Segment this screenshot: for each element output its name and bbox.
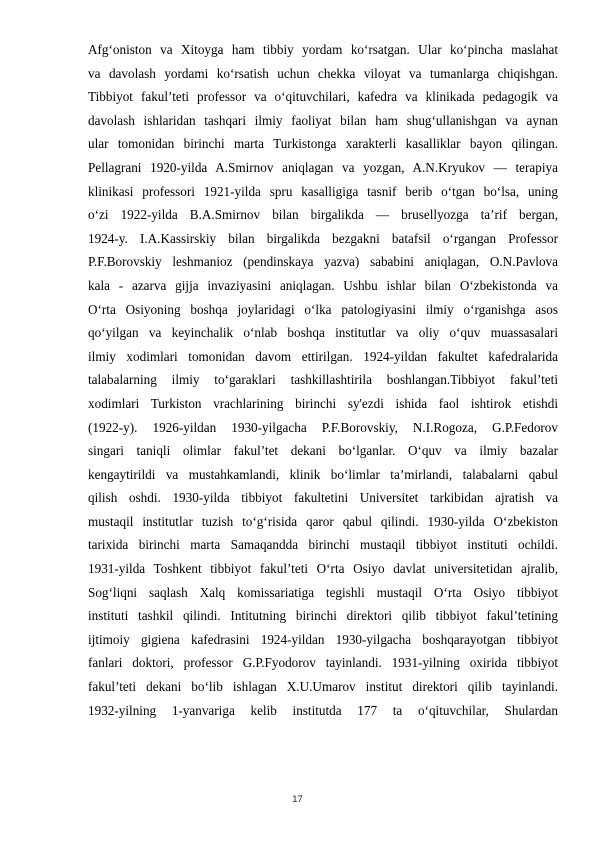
- text-line: fanlari doktori, professor G.P.Fyodorov tayinlandi. 1931-yilning oxirida tibbiyot: [88, 655, 558, 671]
- text-line: mustaqil institutlar tuzish to‘g‘risida qaror qabul qilindi. 1930-yilda O‘zbekiston: [88, 513, 558, 529]
- text-line: instituti tashkil qilindi. Intitutning birinchi direktori qilib tibbiyot fakul’tetining: [88, 608, 558, 624]
- text-line: Sog‘liqni saqlash Xalq komissariatiga tegishli mustaqil O‘rta Osiyo tibbiyot: [88, 584, 558, 600]
- text-line: 1931-yilda Toshkent tibbiyot fakul’teti O‘rta Osiyo davlat universitetidan ajralib,: [88, 561, 558, 577]
- text-line: klinikasi professori 1921-yilda spru kasalligiga tasnif berib o‘tgan bo‘lsa, uning: [88, 183, 558, 199]
- text-line: 1932-yilning 1-yanvariga kelib institutda 177 ta o‘qituvchilar, Shulardan: [88, 702, 558, 718]
- text-line: O‘rta Osiyoning boshqa joylaridagi o‘lka patologiyasini ilmiy o‘rganishga asos: [88, 301, 558, 317]
- text-line: xodimlari Turkiston vrachlarining birinchi sy'ezdi ishida faol ishtirok etishdi: [88, 395, 558, 411]
- text-line: singari taniqli olimlar fakul’tet dekani bo‘lganlar. O‘quv va ilmiy bazalar: [88, 443, 558, 459]
- text-line: fakul’teti dekani bo‘lib ishlagan X.U.Umarov institut direktori qilib tayinlandi.: [88, 679, 558, 695]
- document-body: [88, 38, 558, 722]
- text-line: qo‘yilgan va keyinchalik o‘nlab boshqa institutlar va oliy o‘quv muassasalari: [88, 325, 558, 341]
- text-line: kengaytirildi va mustahkamlandi, klinik bo‘limlar ta’mirlandi, talabalarni qabul: [88, 466, 558, 482]
- text-line: va davolash yordami ko‘rsatish uchun chekka viloyat va tumanlarga chiqishgan.: [88, 65, 558, 81]
- text-line: ular tomonidan birinchi marta Turkistonga xarakterli kasalliklar bayon qilingan.: [88, 136, 558, 152]
- text-line: talabalarning ilmiy to‘garaklari tashkillashtirila boshlangan.Tibbiyot fakul’teti: [88, 372, 558, 388]
- page-number: 17: [292, 794, 303, 805]
- text-line: Pellagrani 1920-yilda A.Smirnov aniqlagan va yozgan, A.N.Kryukov — terapiya: [88, 159, 558, 175]
- text-line: tarixida birinchi marta Samaqandda birinchi mustaqil tibbiyot instituti ochildi.: [88, 537, 558, 553]
- text-line: o‘zi 1922-yilda B.A.Smirnov bilan birgalikda — brusellyozga ta’rif bergan,: [88, 207, 558, 223]
- text-line: ijtimoiy gigiena kafedrasini 1924-yildan 1930-yilgacha boshqarayotgan tibbiyot: [88, 631, 558, 647]
- text-line: Afg‘oniston va Xitoyga ham tibbiy yordam ko‘rsatgan. Ular ko‘pincha maslahat: [88, 42, 558, 57]
- text-line: kala - azarva gijja invaziyasini aniqlagan. Ushbu ishlar bilan O‘zbekistonda va: [88, 277, 558, 293]
- text-line: ilmiy xodimlari tomonidan davom ettirilgan. 1924-yildan fakultet kafedralarida: [88, 348, 558, 364]
- text-line: P.F.Borovskiy leshmanioz (pendinskaya yazva) sababini aniqlagan, O.N.Pavlova: [88, 254, 558, 270]
- text-line: 1924-y. I.A.Kassirskiy bilan birgalikda bezgakni batafsil o‘rgangan Professor: [88, 230, 558, 246]
- text-line: Tibbiyot fakul’teti professor va o‘qituvchilari, kafedra va klinikada pedagogik va: [88, 89, 558, 105]
- text-line: qilish oshdi. 1930-yilda tibbiyot fakultetini Universitet tarkibidan ajratish va: [88, 490, 558, 506]
- text-line: davolash ishlaridan tashqari ilmiy faoliyat bilan ham shug‘ullanishgan va aynan: [88, 112, 558, 128]
- text-line: (1922-y). 1926-yildan 1930-yilgacha P.F.Borovskiy, N.I.Rogoza, G.P.Fedorov: [88, 419, 558, 435]
